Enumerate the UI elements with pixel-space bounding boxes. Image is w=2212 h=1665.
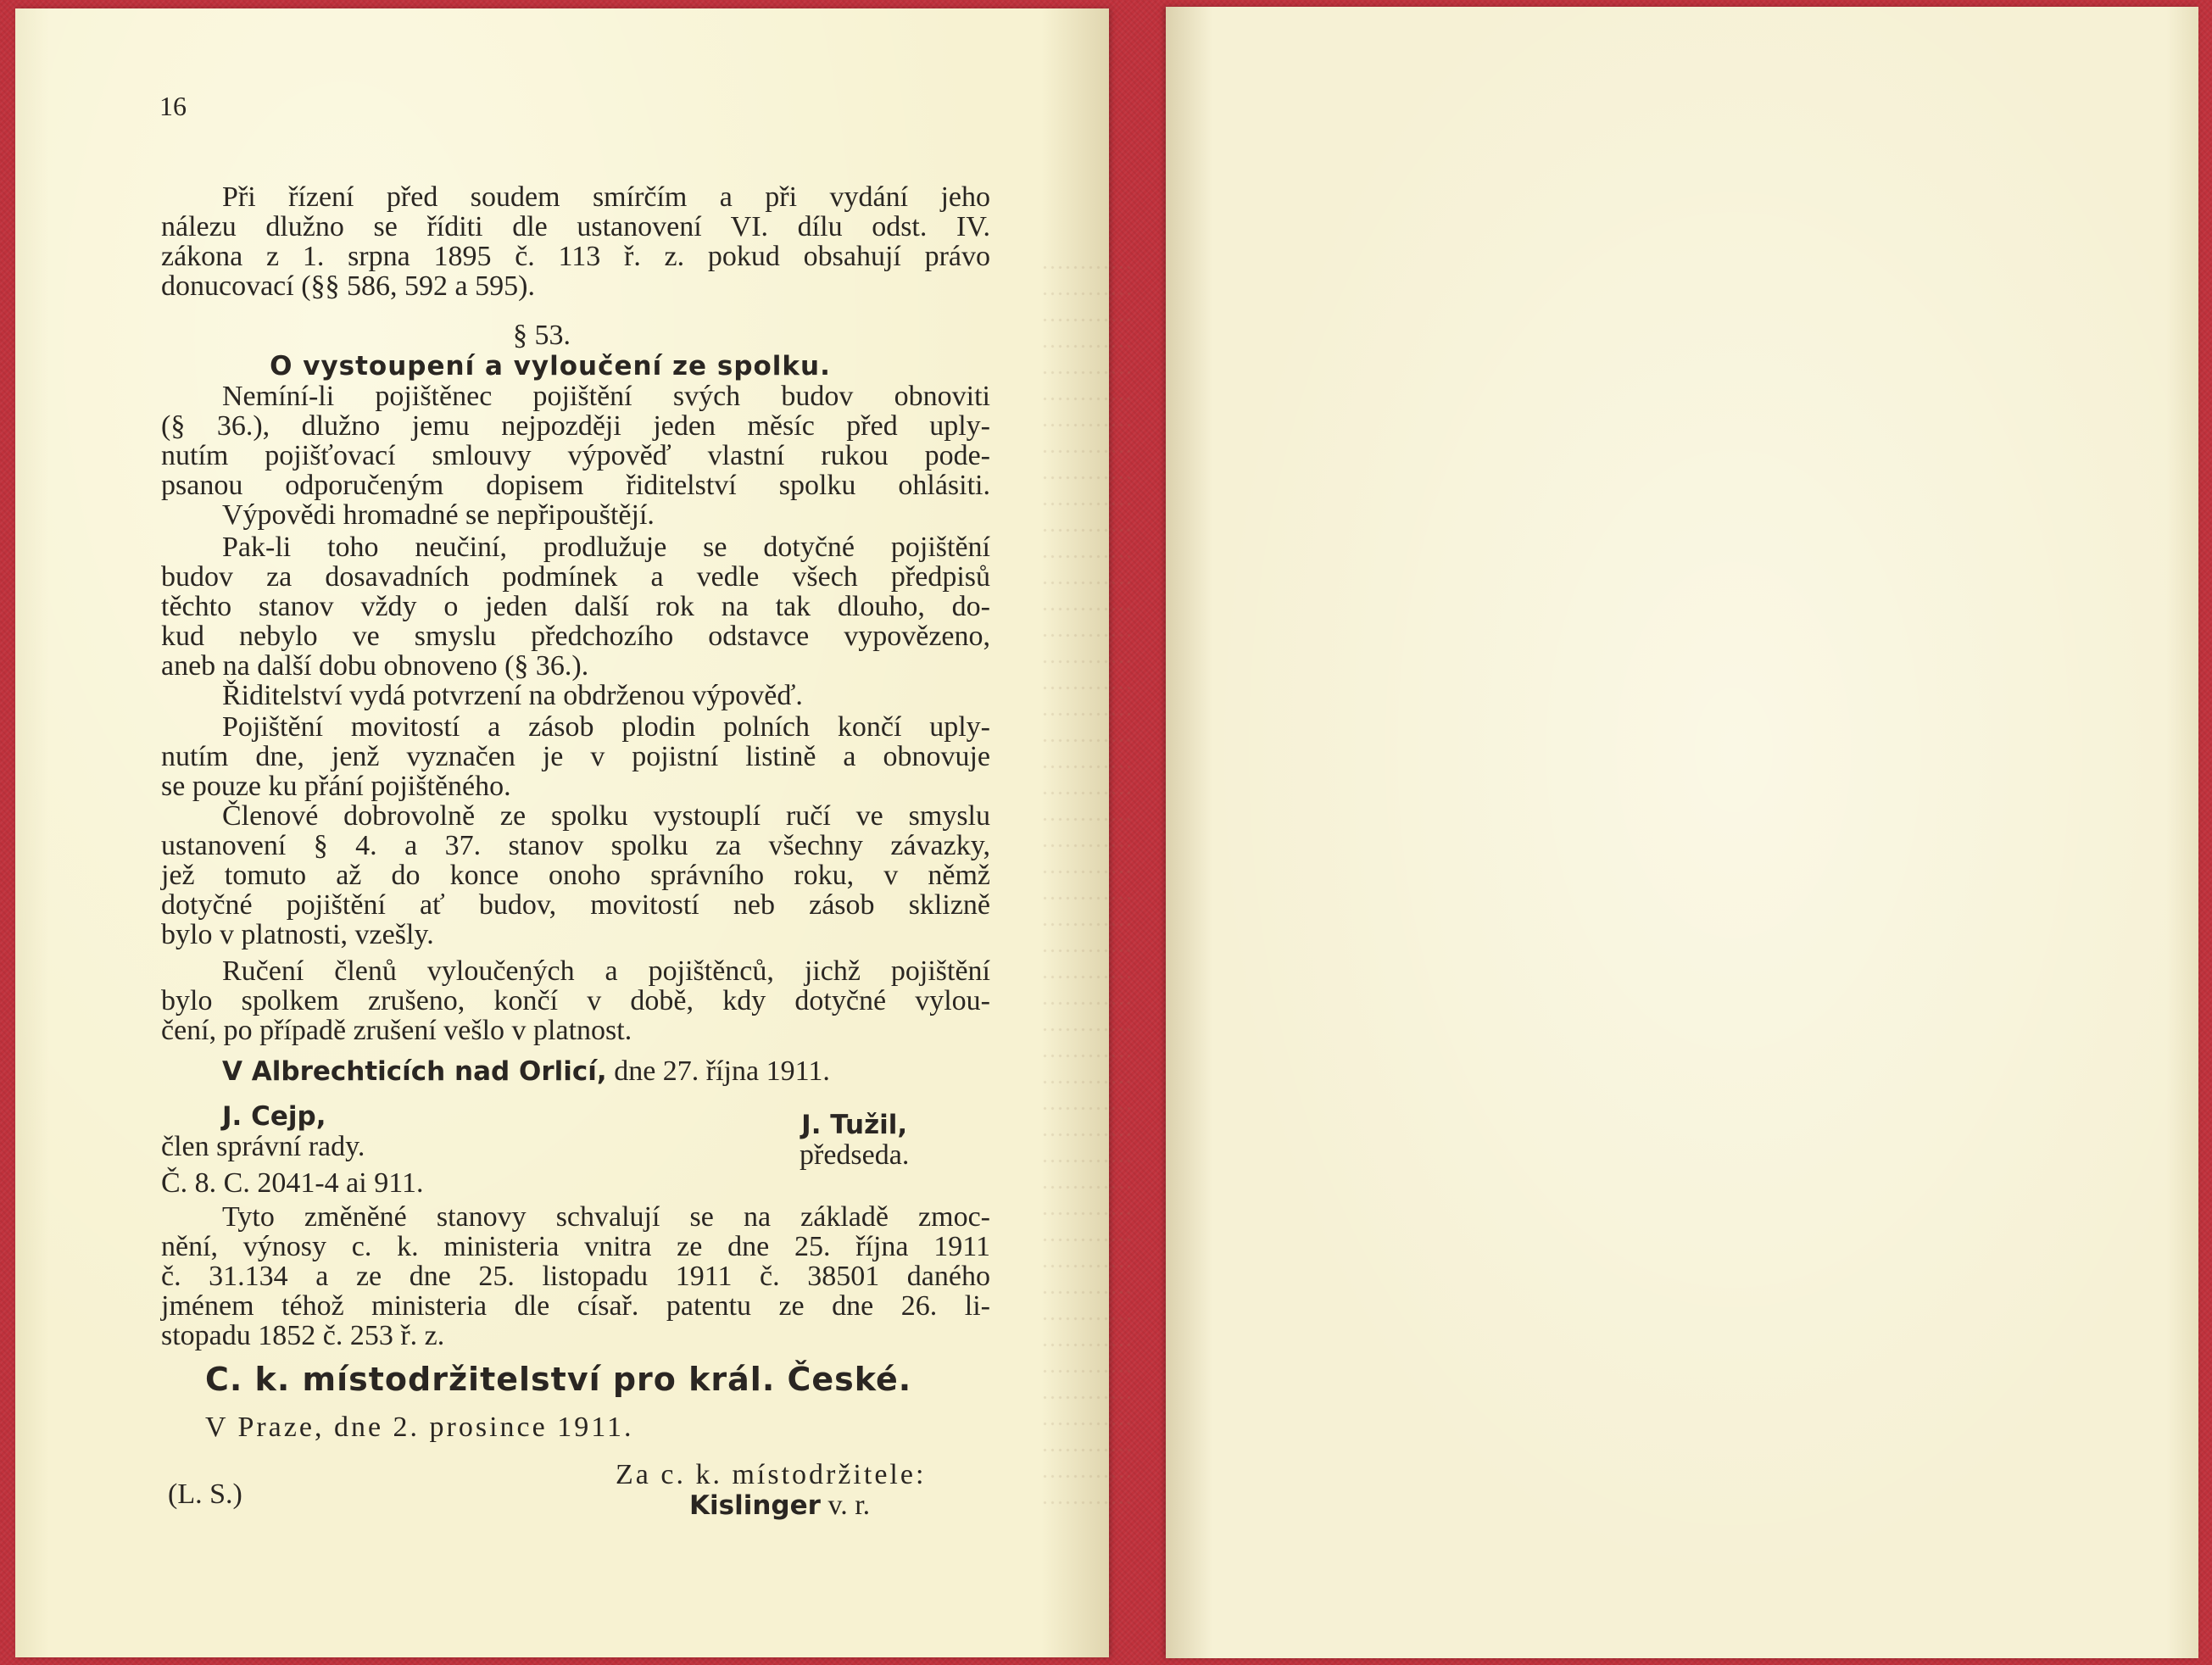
seal-mark: (L. S.) <box>168 1478 242 1510</box>
text-line: jménem téhož ministeria dle císař. patentu ze dne 26. li- <box>161 1290 990 1322</box>
paragraph-liability <box>161 956 990 1045</box>
text-line: Výpovědi hromadné se nepřipouštějí. <box>222 499 655 531</box>
governor-name: Kislinger <box>689 1490 821 1521</box>
text-line: Tyto změněné stanovy schvalují se na základě zmoc- <box>222 1201 990 1233</box>
for-governor: Za c. k. místodržitele: <box>616 1459 927 1490</box>
text-line: nění, výnosy c. k. ministeria vnitra ze dne 25. října 1911 <box>161 1231 990 1262</box>
text-line: nutím dne, jenž vyznačen je v pojistní listině a obnovuje <box>161 741 990 772</box>
page-number: 16 <box>159 91 187 121</box>
text-line: donucovací (§§ 586, 592 a 595). <box>161 270 535 302</box>
signer-2-role: předseda. <box>800 1139 910 1171</box>
text-line: dotyčné pojištění ať budov, movitostí neb zásob sklizně <box>161 889 990 921</box>
text-line: kud nebylo ve smyslu předchozího odstavce vypovězeno, <box>161 621 990 652</box>
signing-date: dne 27. října 1911. <box>606 1055 830 1087</box>
governor-signature <box>689 1490 870 1521</box>
paragraph-members <box>161 801 990 949</box>
place-name: V Albrechticích nad Orlicí, <box>222 1056 607 1087</box>
text-line: Členové dobrovolně ze spolku vystouplí ručí ve smyslu <box>222 800 990 832</box>
section-title: O vystoupení a vyloučení ze spolku. <box>270 351 831 381</box>
text-line: Nemíní-li pojištěnec pojištění svých budov obnoviti <box>222 381 990 412</box>
text-line: zákona z 1. srpna 1895 č. 113 ř. z. pokud obsahují právo <box>161 241 990 272</box>
paragraph-notice <box>161 381 990 530</box>
text-line: č. 31.134 a ze dne 25. listopadu 1911 č. 38501 daného <box>161 1261 990 1292</box>
left-page <box>15 8 1109 1657</box>
text-line: psanou odporučeným dopisem řiditelství spolku ohlásiti. <box>161 470 990 501</box>
text-line: Řiditelství vydá potvrzení na obdrženou výpověď. <box>222 680 803 711</box>
text-line: jež tomuto až do konce onoho správního roku, v němž <box>161 860 990 891</box>
text-line: Při řízení před soudem smírčím a při vydání jeho <box>222 181 990 213</box>
text-line: nálezu dlužno se říditi dle ustanovení VI. dílu odst. IV. <box>161 211 990 242</box>
text-line: Pojištění movitostí a zásob plodin polních končí uply- <box>222 711 990 743</box>
prague-date: V Praze, dne 2. prosince 1911. <box>205 1412 634 1443</box>
paragraph-court <box>161 182 990 301</box>
governor-suffix: v. r. <box>820 1490 871 1521</box>
paragraph-movables <box>161 712 990 801</box>
text-line: nutím pojišťovací smlouvy výpověď vlastní rukou pode- <box>161 440 990 471</box>
text-line: se pouze ku přání pojištěného. <box>161 771 511 802</box>
signer-1 <box>161 1101 365 1162</box>
signer-1-role: člen správní rady. <box>161 1131 365 1162</box>
signer-2 <box>800 1111 909 1170</box>
text-line: Ručení členů vyloučených a pojištěnců, jichž pojištění <box>222 955 990 987</box>
text-line: bylo spolkem zrušeno, končí v době, kdy dotyčné vylou- <box>161 985 990 1016</box>
signer-2-name: J. Tužil, <box>801 1110 908 1140</box>
text-line: (§ 36.), dlužno jemu nejpozději jeden měsíc před uply- <box>161 410 990 442</box>
reference-number: Č. 8. C. 2041-4 ai 911. <box>161 1167 424 1199</box>
text-line: budov za dosavadních podmínek a vedle všech předpisů <box>161 561 990 593</box>
text-line: aneb na další dobu obnoveno (§ 36.). <box>161 650 589 682</box>
office-title: C. k. místodržitelství pro král. České. <box>205 1361 912 1398</box>
text-line: Pak-li toho neučiní, prodlužuje se dotyčné pojištění <box>222 532 990 563</box>
paragraph-extension <box>161 532 990 710</box>
signer-1-name: J. Cejp, <box>222 1101 326 1132</box>
text-line: čení, po případě zrušení vešlo v platnost. <box>161 1015 632 1046</box>
section-heading <box>161 320 965 381</box>
text-line: těchto stanov vždy o jeden další rok na tak dlouho, do- <box>161 591 990 622</box>
right-page-blank <box>1166 7 2198 1658</box>
text-line: ustanovení § 4. a 37. stanov spolku za všechny závazky, <box>161 830 990 861</box>
paragraph-approval <box>161 1202 990 1350</box>
text-line: bylo v platnosti, vzešly. <box>161 919 434 950</box>
place-date-line <box>161 1056 830 1087</box>
text-line: stopadu 1852 č. 253 ř. z. <box>161 1320 445 1351</box>
gutter-texture <box>1041 254 1134 1526</box>
section-number: § 53. <box>513 320 571 351</box>
